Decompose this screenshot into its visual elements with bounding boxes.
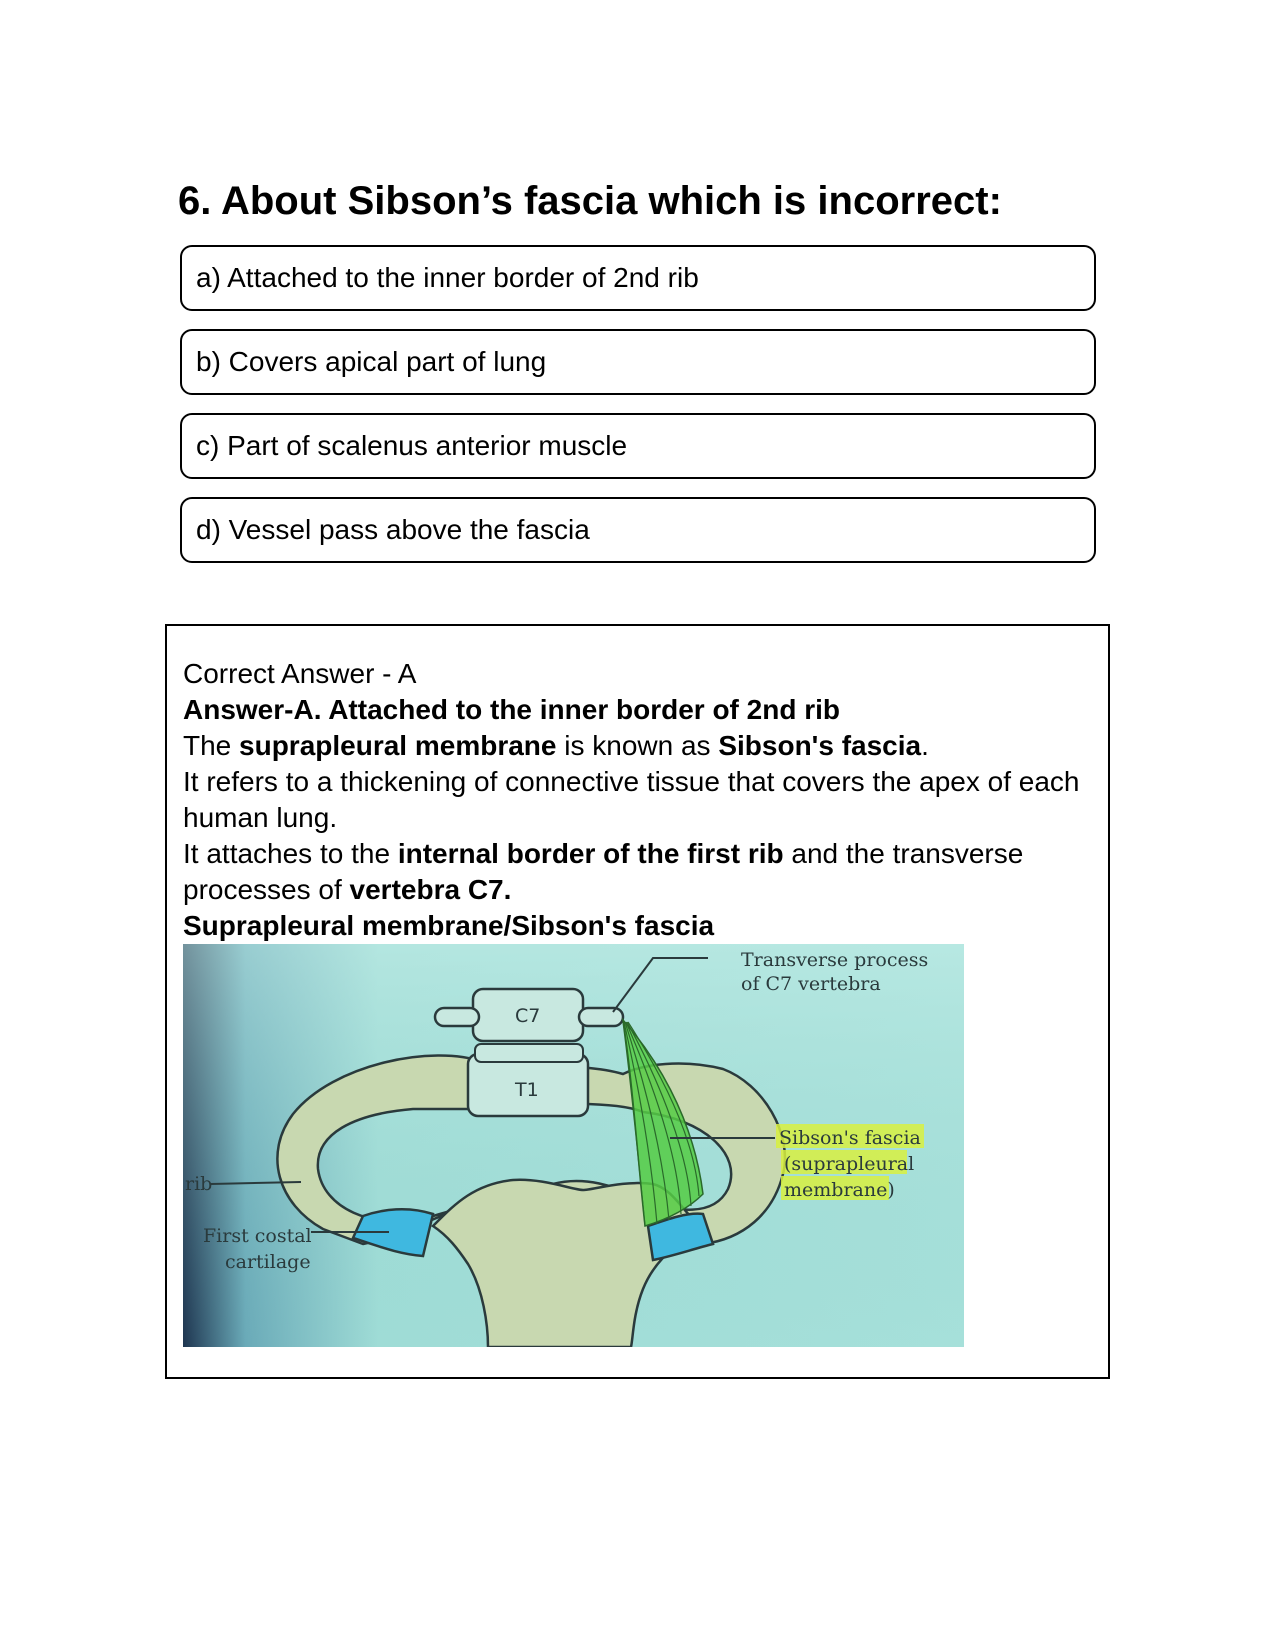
label-t1: T1 [515,1079,539,1101]
answer-paragraph-3: It attaches to the internal border of the first rib and the transverse processes of vertebra C7. [183,838,1024,905]
option-c[interactable]: c) Part of scalenus anterior muscle [180,413,1096,479]
c7-transverse-process-left [435,1008,479,1026]
label-sibson-fascia-2: (suprapleural [784,1153,915,1175]
label-transverse-process-1: Transverse process [741,949,929,971]
option-a[interactable]: a) Attached to the inner border of 2nd rib [180,245,1096,311]
label-sibson-fascia-1: Sibson's fascia [779,1127,921,1149]
answer-box [165,624,1110,1379]
answer-paragraph-2: It refers to a thickening of connective tissue that covers the apex of each human lung. [183,766,1080,833]
answer-text [183,656,1088,944]
option-b[interactable]: b) Covers apical part of lung [180,329,1096,395]
answer-paragraph-1: The suprapleural membrane is known as Sibson's fascia. [183,730,929,761]
label-first-costal-2: cartilage [225,1251,311,1273]
label-c7: C7 [515,1005,541,1027]
correct-answer-line: Correct Answer - A [183,658,417,689]
answer-heading: Answer-A. Attached to the inner border of 2nd rib [183,694,841,725]
question-title: 6. About Sibson’s fascia which is incorrect: [178,179,1002,223]
label-first-costal-1: First costal [203,1225,312,1247]
option-d[interactable]: d) Vessel pass above the fascia [180,497,1096,563]
label-transverse-process-2: of C7 vertebra [741,973,881,995]
c7-transverse-process-right [579,1008,623,1026]
label-rib: rib [185,1173,213,1195]
anatomy-figure [183,944,964,1347]
figure-caption: Suprapleural membrane/Sibson's fascia [183,910,715,941]
label-sibson-fascia-3: membrane) [784,1179,895,1201]
